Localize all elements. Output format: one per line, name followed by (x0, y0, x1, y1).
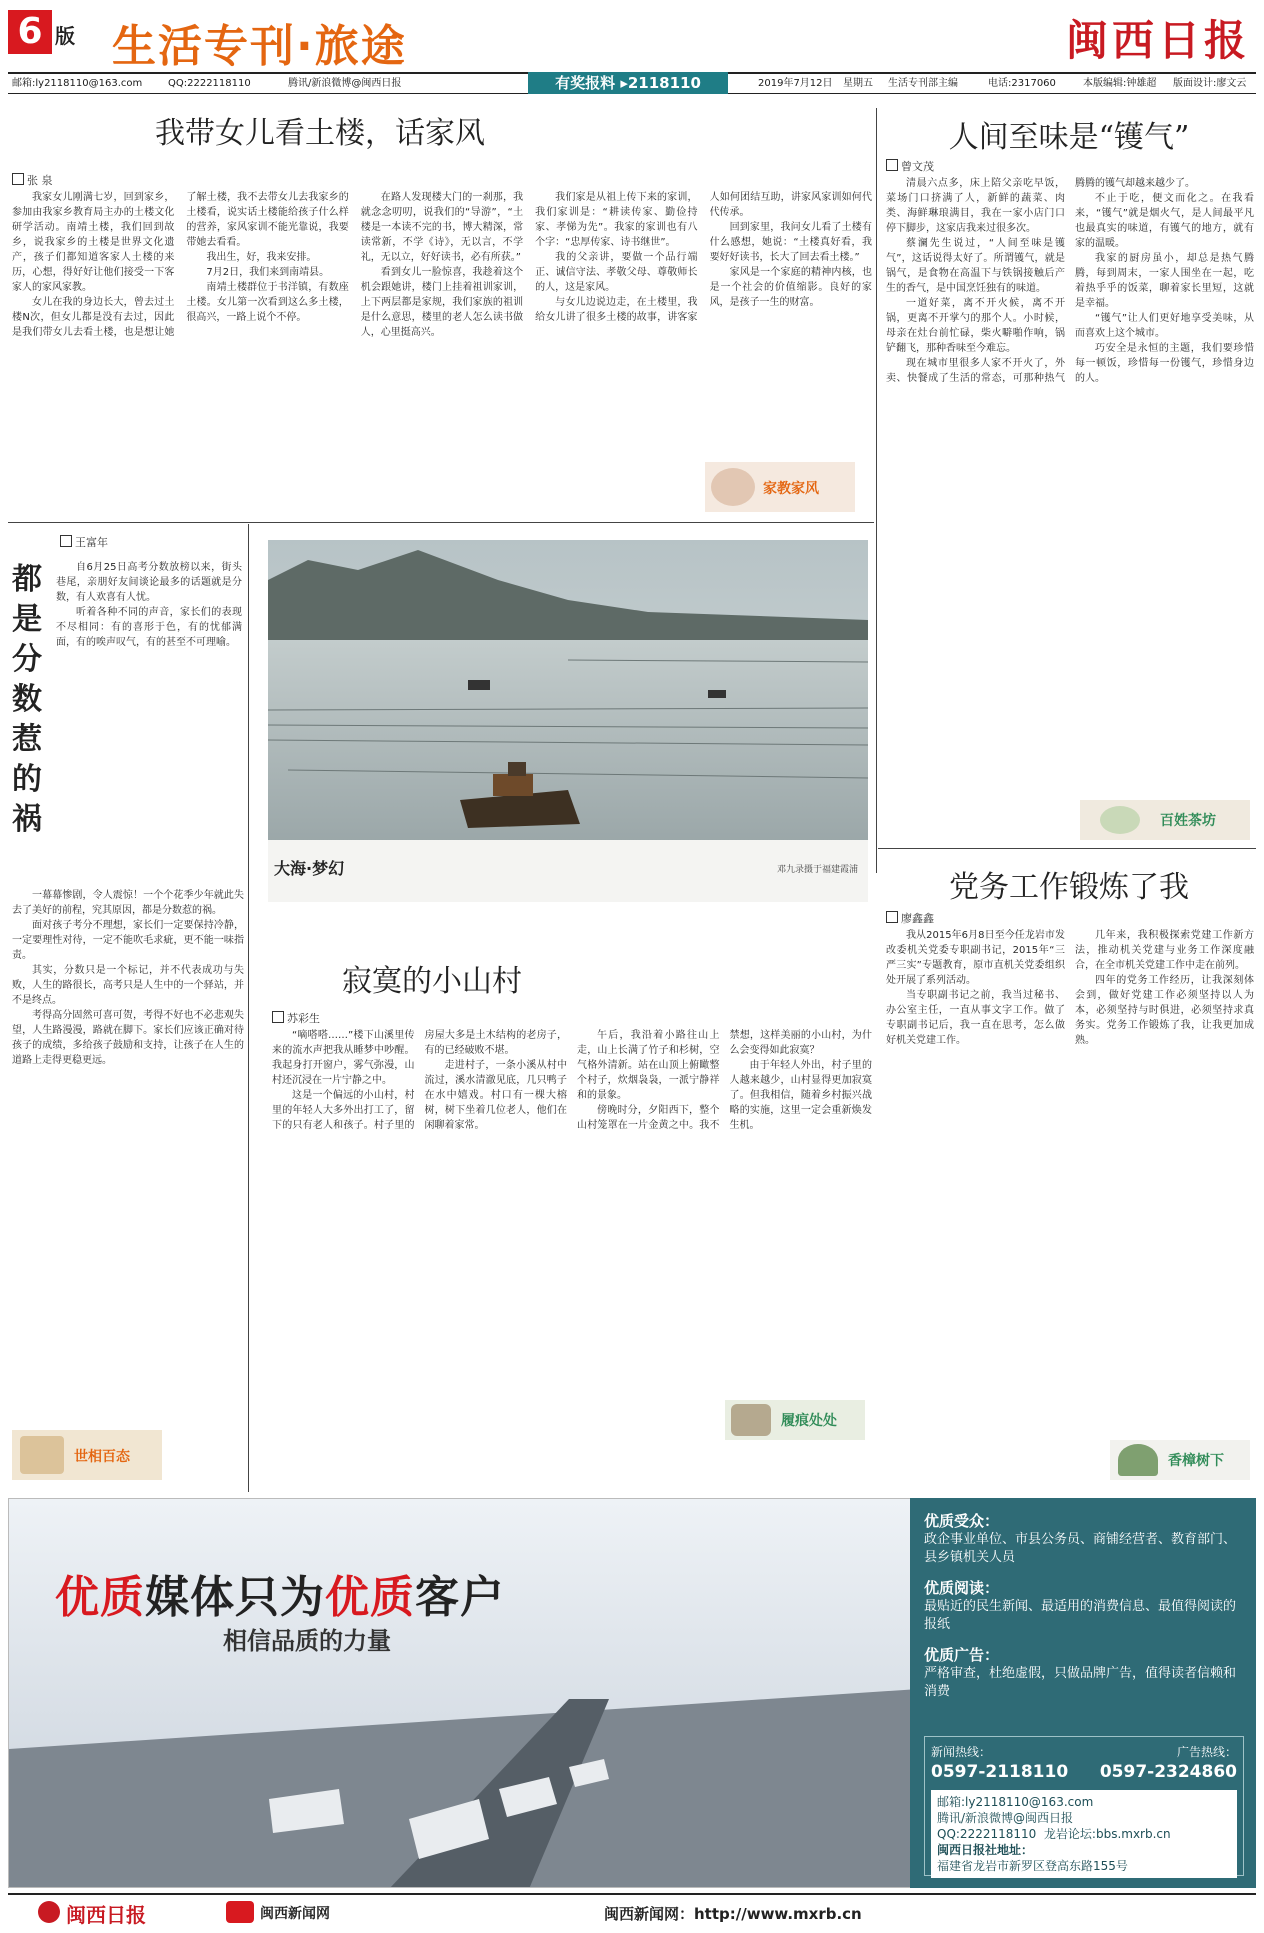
ad-item-heading: 优质受众： (924, 1512, 1000, 1530)
phone-info: 电话:2317060 (988, 78, 1056, 89)
art5-author: 廖鑫鑫 (886, 910, 934, 926)
email-info: 邮箱:ly2118110@163.com (12, 78, 143, 89)
ad-item (924, 1510, 1244, 1567)
art2-tag-box (1080, 800, 1250, 840)
footer-site[interactable]: 闽西新闻网：http://www.mxrb.cn (604, 1905, 862, 1923)
footprints-icon (731, 1404, 771, 1436)
paragraph: 我出生，好，我来安排。 (206, 252, 317, 263)
ad-hotline: 0597-2324860 (1099, 1762, 1237, 1782)
art5-title: 党务工作锻炼了我 (949, 870, 1189, 905)
art3-body (12, 888, 244, 1428)
paragraph: 走进村子，一条小溪从村中流过，溪水清澈见底，几只鸭子在水中嬉戏。村口有一棵大榕树，树下坐着几位老人，他们在闲聊着家常。 (424, 1060, 567, 1131)
paragraph: 我们家是从祖上传下来的家训，我们家训是：“耕读传家、勤俭持家、孝悌为先”。我家的家训也有八个字：“忠厚传家、诗书继世”。 (535, 192, 698, 248)
weibo-info: 腾讯/新浪微博@闽西日报 (288, 78, 402, 89)
paragraph: 现在城市里很多人家不开火了，外卖、快餐成了生活的常态，可那种热气腾腾的镬气却越来越少了。 (886, 178, 1195, 384)
contact-email: 邮箱:ly2118110@163.com (937, 1795, 1094, 1809)
art3-tag: 世相百态 (74, 1449, 130, 1465)
section-title: 生活专刊·旅途 (112, 21, 407, 72)
photo-title: 大海·梦幻 (274, 859, 345, 878)
contact-qq: QQ:2222118110 (937, 1827, 1037, 1841)
paragraph: “镬气”让人们更好地享受美味，从而喜欢上这个城市。 (1075, 313, 1254, 339)
paragraph: 我的父亲讲，要做一个品行端正、诚信守法、孝敬父母、尊敬师长的人，这是家风。 (535, 252, 698, 293)
divider-v2 (248, 524, 249, 1492)
art3-title: 都是分数惹的祸 (12, 562, 42, 837)
art2-tag: 百姓茶坊 (1160, 813, 1216, 829)
ad-item (924, 1577, 1244, 1634)
qq-info: QQ:2222118110 (168, 78, 251, 89)
editor-info: 生活专刊部主编 (888, 78, 958, 89)
paragraph: “嘀嗒嗒……”楼下山溪里传来的流水声把我从睡梦中吵醒。我起身打开窗户，雾气弥漫，山村还沉浸在一片宁静之中。 (272, 1030, 415, 1086)
paper-logo: 闽西日报 (1065, 16, 1250, 65)
ad-slogan: 优质媒体只为优质客户 (55, 1572, 505, 1623)
art5-body (886, 928, 1254, 1440)
divider-h2 (878, 848, 1256, 849)
paragraph: 女儿在我的身边长大，曾去过土楼N次，但女儿都是没有去过，因此是我们带女儿去看土楼，也是想让她了解土楼，我不去带女儿去我家乡的土楼看，说实话土楼能给孩子什么样的营养，家风家训不能光靠说，我要带她去看看。 (12, 192, 349, 338)
paragraph: 回到家里，我问女儿看了土楼有什么感想，她说：“土楼真好看，我要好好读书，长大了回去看土楼。” (709, 222, 872, 263)
hotline-badge: 有奖报料 ▸2118110 (528, 72, 728, 94)
paragraph: 这是一个偏远的小山村，村里的年轻人大多外出打工了，留下的只有老人和孩子。村子里的房屋大多是土木结构的老房子，有的已经破败不堪。 (272, 1030, 567, 1131)
paragraph: 清晨六点多，床上陪父亲吃早饭，菜场门口挤满了人，新鲜的蔬菜、肉类、海鲜琳琅满目，我在一家小店门口停下脚步，这家店我来过很多次。 (886, 178, 1065, 234)
divider-v1 (876, 108, 877, 873)
photo-credit: 邓九录摄于福建霞浦 (776, 865, 858, 875)
art5-tag-box (1110, 1440, 1250, 1480)
camphor-tree-icon (1118, 1444, 1158, 1476)
art1-tag: 家教家风 (763, 481, 819, 497)
proof-info: 版面设计:廖文云 (1173, 78, 1247, 89)
weekday-info: 星期五 (843, 78, 873, 89)
paragraph: 一道好菜，离不开火候，离不开锅，更离不开掌勺的那个人。小时候，母亲在灶台前忙碌，柴火噼啪作响，锅铲翻飞，那种香味至今难忘。 (886, 298, 1065, 354)
paragraph: 不止于吃，便文而化之。在我看来，“镬气”就是烟火气，是人间最平凡也最真实的味道，有镬气的地方，就有家的温暖。 (1075, 193, 1254, 249)
street-scene-icon (20, 1436, 64, 1474)
art4-author: 苏彩生 (272, 1010, 320, 1026)
contact-bbs: 龙岩论坛:bbs.mxrb.cn (1043, 1827, 1171, 1841)
art5-tag: 香樟树下 (1168, 1453, 1224, 1469)
paragraph: 与女儿边说边走，在土楼里，我给女儿讲了很多土楼的故事，讲客家人如何团结互助，讲家风家训如何代代传承。 (535, 192, 872, 323)
ad-item-text: 政企事业单位、市县公务员、商铺经营者、教育部门、县乡镇机关人员 (924, 1532, 1237, 1565)
art2-title: 人间至味是“镬气” (948, 120, 1190, 155)
footer-logo2: 闽西新闻网 (260, 1906, 330, 1922)
paragraph: 考得高分固然可喜可贺，考得不好也不必悲观失望，人生路漫漫，路就在脚下。家长们应该正确对待孩子的成绩，多给孩子鼓励和支持，让孩子在人生的道路上走得更稳更远。 (12, 1010, 244, 1066)
art4-tag: 履痕处处 (781, 1413, 837, 1429)
news-site-logo-icon (226, 1901, 254, 1923)
paragraph: 面对孩子考分不理想，家长们一定要保持冷静，一定要理性对待，一定不能吹毛求疵，更不能一味指责。 (12, 920, 244, 961)
paragraph: 我家女儿刚满七岁，回到家乡，参加由我家乡教育局主办的土楼文化研学活动。南靖土楼，我们回到故乡，说我家乡的土楼是世界文化遗产，孩子们都知道客家人土楼的来历，心想，得好好让他们接受一下客家人的家风家教。 (12, 192, 175, 293)
paragraph: 蔡澜先生说过，“人间至味是镬气”，这话说得太好了。所谓镬气，就是锅气，是食物在高温下与铁锅接触后产生的香气，是中国烹饪独有的味道。 (886, 238, 1065, 294)
paragraph: 自6月25日高考分数放榜以来，街头巷尾，亲朋好友间谈论最多的话题就是分数，有人欢喜有人忧。 (56, 562, 242, 603)
page-number: 6 (8, 10, 52, 54)
ad-item (924, 1644, 1244, 1701)
art2-author: 曾文茂 (886, 158, 934, 174)
paper-logo-icon (38, 1901, 60, 1923)
news-hotline: 0597-2118110 (931, 1762, 1069, 1782)
seascape-photo (268, 540, 868, 902)
paragraph: 当专职副书记之前，我当过秘书、办公室主任，一直从事文字工作。做了专职副书记后，我一直在思考，怎么做好机关党建工作。 (886, 990, 1065, 1046)
news-hotline-label: 新闻热线： (931, 1745, 992, 1759)
art2-body (886, 176, 1254, 816)
ad-item-heading: 优质阅读： (924, 1579, 1000, 1597)
art4-title: 寂寞的小山村 (342, 964, 522, 999)
art3-author: 王富年 (60, 534, 108, 550)
divider-h1 (8, 522, 874, 523)
paragraph: 巧安全是永恒的主题，我们要珍惜每一顿饭，珍惜每一份镬气，珍惜身边的人。 (1075, 343, 1254, 384)
ad-item-heading: 优质广告： (924, 1646, 1000, 1664)
paragraph: 南靖土楼群位于书洋镇，有数座土楼。女儿第一次看到这么多土楼，很高兴，一路上说个不停。 (186, 282, 349, 323)
ad-subslogan: 相信品质的力量 (223, 1627, 391, 1655)
paragraph: 由于年轻人外出，村子里的人越来越少，山村显得更加寂寞了。但我相信，随着乡村振兴战略的实施，这里一定会重新焕发生机。 (729, 1060, 872, 1131)
footer-logo: 闽西日报 (66, 1903, 146, 1927)
paragraph: 一幕幕惨剧，令人震惊！一个个花季少年就此失去了美好的前程，究其原因，都是分数惹的祸。 (12, 890, 244, 916)
art3-body-top (56, 560, 242, 885)
paragraph: 其实，分数只是一个标记，并不代表成功与失败，人生的路很长，高考只是人生中的一个驿站，并不是终点。 (12, 965, 244, 1006)
paragraph: 听着各种不同的声音，家长们的表现不尽相同：有的喜形于色，有的忧郁满面，有的唉声叹气，有的甚至不可理喻。 (56, 607, 242, 648)
date-info: 2019年7月12日 (758, 78, 833, 89)
address: 福建省龙岩市新罗区登高东路155号 (937, 1859, 1128, 1873)
paragraph: 7月2日，我们来到南靖县。 (206, 267, 330, 278)
contact-weibo: 腾讯/新浪微博@闽西日报 (937, 1811, 1074, 1825)
art1-tag-box (705, 462, 855, 512)
paragraph: 在路人发现楼大门的一刹那，我就念念叨叨，说我们的“导游”，“土楼是一本读不完的书，博大精深，常读常新，不学《诗》，无以言，不学礼，无以立，好好读书，必有所获。” (360, 192, 524, 263)
footer (8, 1893, 1256, 1929)
ad-info-panel (910, 1498, 1256, 1888)
paragraph: 四年的党务工作经历，让我深刻体会到，做好党建工作必须坚持以人为本，必须坚持与时俱进，必须坚持求真务实。党务工作锻炼了我，让我更加成熟。 (1075, 975, 1254, 1046)
contact-box (924, 1736, 1244, 1876)
family-illustration-icon (711, 468, 755, 506)
paragraph: 我家的厨房虽小，却总是热气腾腾，每到周末，一家人围坐在一起，吃着热乎乎的饭菜，聊着家长里短，这就是幸福。 (1075, 253, 1254, 309)
art1-title: 我带女儿看土楼，话家风 (155, 116, 485, 151)
paragraph: 家风是一个家庭的精神内核，也是一个社会的价值缩影。良好的家风，是孩子一生的财富。 (709, 267, 872, 308)
ad-hotline-label: 广告热线： (1176, 1745, 1237, 1759)
ad-item-text: 严格审查，杜绝虚假，只做品牌广告，值得读者信赖和消费 (924, 1666, 1237, 1699)
ad-item-text: 最贴近的民生新闻、最适用的消费信息、最值得阅读的报纸 (924, 1599, 1237, 1632)
paragraph: 几年来，我积极探索党建工作新方法，推动机关党建与业务工作深度融合，在全市机关党建工作中走在前列。 (1075, 930, 1254, 971)
address-label: 闽西日报社地址： (937, 1843, 1034, 1857)
page-ban: 版 (55, 24, 75, 48)
paragraph: 傍晚时分，夕阳西下，整个山村笼罩在一片金黄之中。我不禁想，这样美丽的小山村，为什么会变得如此寂寞？ (577, 1030, 872, 1131)
duty-info: 本版编辑:钟雄超 (1083, 78, 1157, 89)
paragraph: 午后，我沿着小路往山上走，山上长满了竹子和杉树，空气格外清新。站在山顶上俯瞰整个村子，炊烟袅袅，一派宁静祥和的景象。 (577, 1030, 720, 1101)
paragraph: 我从2015年6月8日至今任龙岩市发改委机关党委专职副书记，2015年“三严三实”专题教育，原市直机关党委组织处开展了系列活动。 (886, 930, 1065, 986)
art3-tag-box (12, 1430, 162, 1480)
art4-tag-box (725, 1400, 865, 1440)
paragraph: 看到女儿一脸惊喜，我趁着这个机会跟她讲，楼门上挂着祖训家训，上下两层都是家规，我们家族的祖训是什么意思，楼里的老人怎么读书做人，心里挺高兴。 (360, 267, 524, 338)
art1-author: 张 泉 (12, 172, 53, 188)
teacup-icon (1100, 806, 1140, 834)
